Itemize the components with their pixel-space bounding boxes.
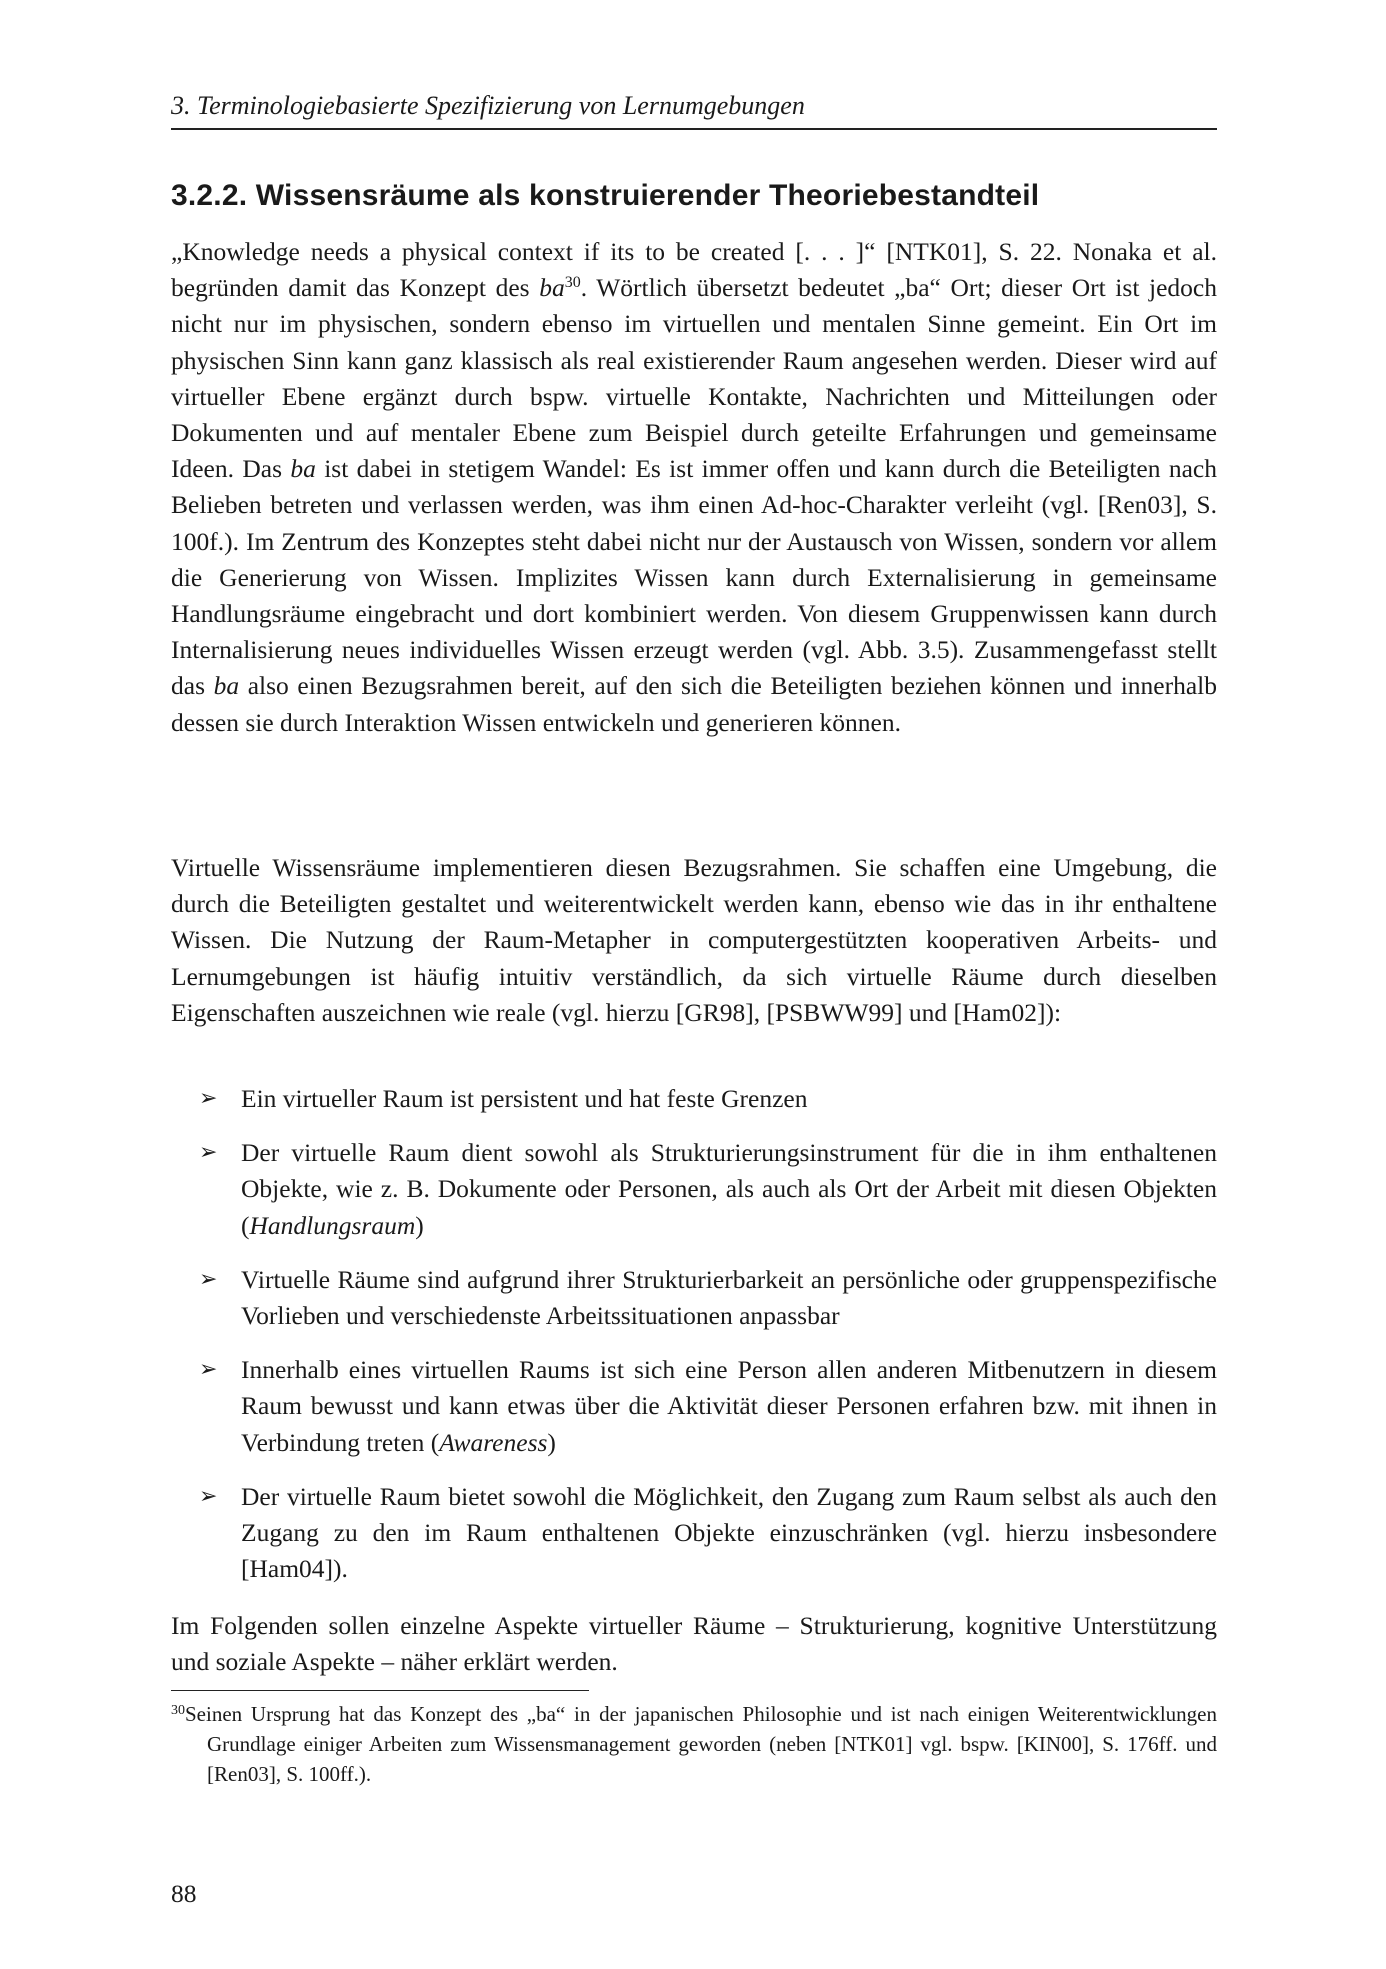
paragraph-1	[171, 234, 1217, 741]
paragraph-1-text-c: ist dabei in stetigem Wandel: Es ist immer offen und kann durch die Beteiligten nach Belieben betreten und verlassen werden, was ihm einen Ad-hoc-Charakter verleiht (vgl. [Ren03], S. 100f.). Im Zentrum des Konzeptes steht dabei nicht nur der Austausch von Wissen, sondern vor allem die Generierung von Wissen. Implizites Wissen kann durch Externalisierung in gemeinsame Handlungsräume eingebracht und dort kombiniert werden. Von diesem Gruppenwissen kann durch Internalisierung neues individuelles Wissen erzeugt werden (vgl. Abb. 3.5). Zusammengefasst stellt das	[171, 454, 1217, 701]
header-rule	[171, 128, 1217, 130]
list-item	[171, 1135, 1217, 1244]
term-ba: ba	[290, 454, 316, 484]
arrow-bullet-icon: ➢	[199, 1086, 218, 1111]
arrow-bullet-icon: ➢	[199, 1266, 218, 1292]
list-item-text: Innerhalb eines virtuellen Raums ist sich eine Person allen anderen Mitbenutzern in diesem Raum bewusst und kann etwas über die Aktivität dieser Personen erfahren bzw. mit ihnen in Verbindung treten (	[241, 1355, 1217, 1457]
section-heading: 3.2.2. Wissensräume als konstruierender Theoriebestandteil	[171, 179, 1040, 212]
paragraph-3: Im Folgenden sollen einzelne Aspekte virtueller Räume – Strukturierung, kognitive Unterstützung und soziale Aspekte – näher erklärt werden.	[171, 1611, 1217, 1677]
list-item-text-end: )	[415, 1210, 424, 1240]
paragraph-1-text-d: also einen Bezugsrahmen bereit, auf den sich die Beteiligten beziehen können und innerhalb dessen sie durch Interaktion Wissen entwickeln und generieren können.	[171, 671, 1217, 737]
list-item-text: Der virtuelle Raum bietet sowohl die Möglichkeit, den Zugang zum Raum selbst als auch den Zugang zu den im Raum enthaltenen Objekte einzuschränken (vgl. hierzu insbesondere [Ham04]).	[241, 1481, 1217, 1584]
list-item-text: Ein virtueller Raum ist persistent und hat feste Grenzen	[241, 1084, 808, 1113]
property-list	[171, 1081, 1217, 1605]
arrow-bullet-icon: ➢	[199, 1140, 218, 1166]
list-item-text: Der virtuelle Raum dient sowohl als Strukturierungsinstrument für die in ihm enthaltenen Objekte, wie z. B. Dokumente oder Personen, als auch als Ort der Arbeit mit diesen Objekten (	[241, 1138, 1217, 1240]
footnote-text: Seinen Ursprung hat das Konzept des „ba“ in der japanischen Philosophie und ist nach einigen Weiterentwicklungen Grundlage einiger Arbeiten zum Wissensmanagement geworden (neben [NTK01] vgl. bspw. [KIN00], S. 176ff. und [Ren03], S. 100ff.).	[185, 1702, 1217, 1786]
term-ba: ba	[539, 273, 565, 303]
arrow-bullet-icon: ➢	[199, 1483, 218, 1509]
list-item	[171, 1479, 1217, 1588]
list-item	[171, 1081, 1217, 1117]
term-ba: ba	[213, 671, 240, 701]
paragraph-1-text-a: „Knowledge needs a physical context if its to be created [. . . ]“ [NTK01], S. 22. Nonaka et al. begründen damit das Konzept des	[171, 237, 1217, 303]
list-item-emphasis: Awareness	[439, 1427, 548, 1457]
list-item	[171, 1352, 1217, 1461]
footnote-rule	[171, 1690, 589, 1691]
list-item-emphasis: Handlungsraum	[249, 1210, 416, 1240]
arrow-bullet-icon: ➢	[199, 1357, 218, 1383]
running-header: 3. Terminologiebasierte Spezifizierung von Lernumgebungen	[171, 91, 805, 120]
list-item	[171, 1262, 1217, 1334]
paragraph-1-text-b: . Wörtlich übersetzt bedeutet „ba“ Ort; dieser Ort ist jedoch nicht nur im physischen, sondern ebenso im virtuellen und mentalen Sinne gemeint. Ein Ort im physischen Sinn kann ganz klassisch als real existierender Raum angesehen werden. Dieser wird auf virtueller Ebene ergänzt durch bspw. virtuelle Kontakte, Nachrichten und Mitteilungen oder Dokumenten und auf mentaler Ebene zum Beispiel durch geteilte Erfahrungen und gemeinsame Ideen. Das	[171, 273, 1217, 484]
paragraph-2: Virtuelle Wissensräume implementieren diesen Bezugsrahmen. Sie schaffen eine Umgebung, die durch die Beteiligten gestaltet und weiterentwickelt werden kann, ebenso wie das in ihr enthaltene Wissen. Die Nutzung der Raum-Metapher in computergestützten kooperativen Arbeits- und Lernumgebungen ist häufig intuitiv verständlich, da sich virtuelle Räume durch dieselben Eigenschaften auszeichnen wie reale (vgl. hierzu [GR98], [PSBWW99] und [Ham02]):	[171, 853, 1217, 1027]
footnote-body	[171, 1696, 1217, 1789]
page-number: 88	[171, 1879, 197, 1908]
list-item-text: Virtuelle Räume sind aufgrund ihrer Strukturierbarkeit an persönliche oder gruppenspezifische Vorlieben und verschiedenste Arbeitssituationen anpassbar	[241, 1264, 1217, 1331]
footnote-reference-30[interactable]: 30	[564, 274, 581, 292]
list-item-text-end: )	[547, 1427, 556, 1457]
footnote-30	[171, 1696, 1217, 1789]
footnote-number: 30	[171, 1703, 185, 1718]
